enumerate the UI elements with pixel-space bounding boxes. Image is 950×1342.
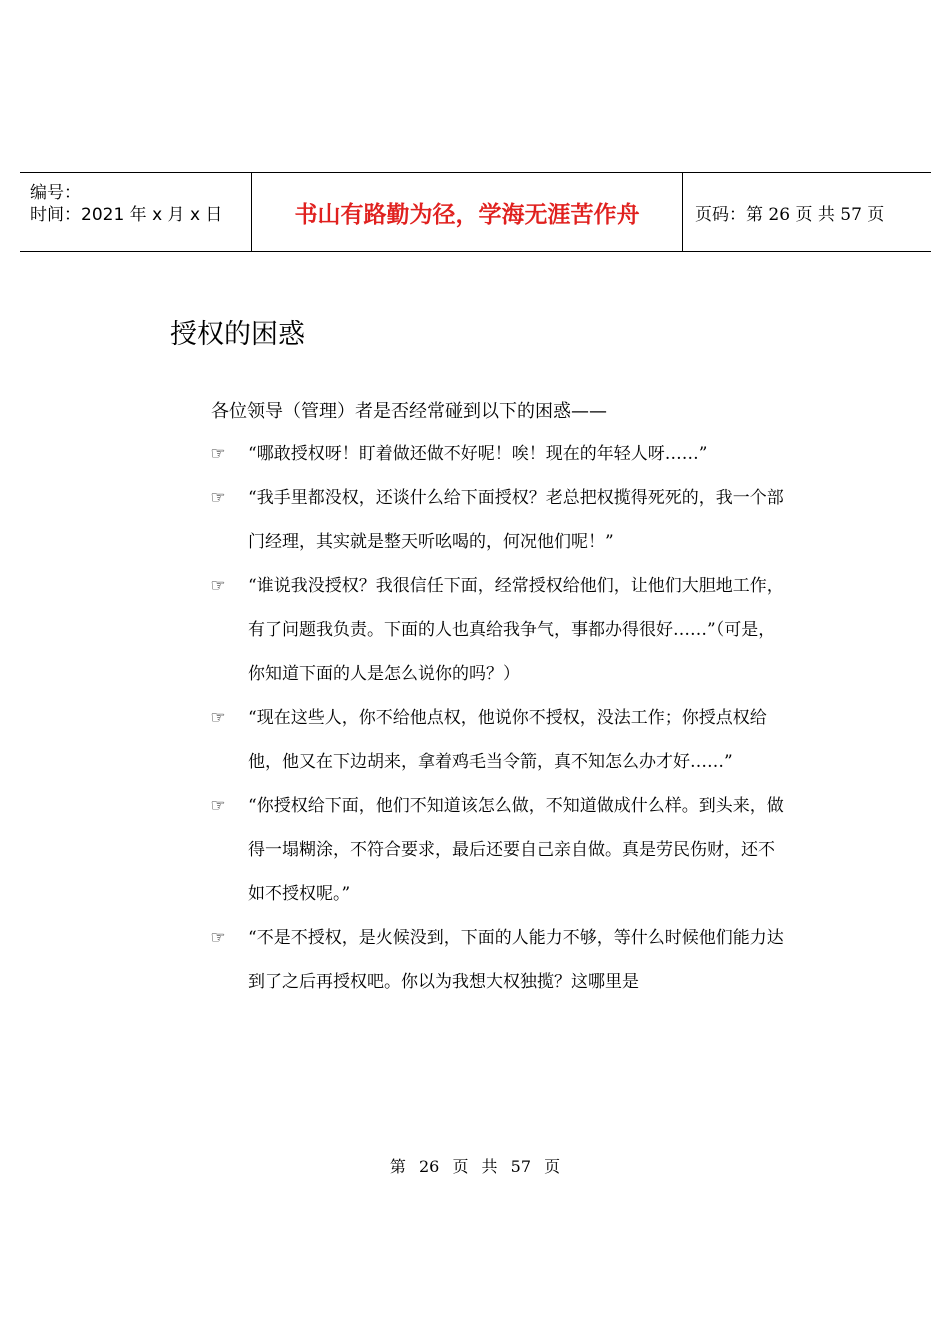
header-info-cell <box>20 173 252 251</box>
footer-gong: 共 <box>481 1157 498 1176</box>
footer-di: 第 <box>389 1157 406 1176</box>
footer-total-pages: 57 <box>510 1157 532 1176</box>
header-table <box>20 172 931 252</box>
footer-page-number: 26 <box>418 1157 440 1176</box>
page-title: 授权的困惑 <box>170 319 305 350</box>
list-item-text: “不是不授权，是火候没到，下面的人能力不够，等什么时候他们能力达到了之后再授权吧。你以为我想大权独揽？这哪里是 <box>248 928 784 992</box>
hand-pointing-icon: ☞ <box>210 488 226 508</box>
list-item-text: “你授权给下面，他们不知道该怎么做，不知道做成什么样。到头来，做得一塌糊涂，不符合要求，最后还要自己亲自做。真是劳民伤财，还不如不授权呢。” <box>248 796 784 904</box>
list-item <box>206 696 786 784</box>
page-label: 页码：第 26 页 共 57 页 <box>695 204 885 225</box>
footer-ye: 页 <box>452 1157 469 1176</box>
bullet-list <box>206 432 786 1004</box>
hand-pointing-icon: ☞ <box>210 796 226 816</box>
motto: 书山有路勤为径，学海无涯苦作舟 <box>252 173 683 251</box>
number-label: 编号： <box>30 183 81 203</box>
list-item-text: “哪敢授权呀！盯着做还做不好呢！唉！现在的年轻人呀……” <box>248 444 708 464</box>
list-item <box>206 564 786 696</box>
list-item-text: “现在这些人，你不给他点权，他说你不授权，没法工作；你授点权给他，他又在下边胡来，拿着鸡毛当令箭，真不知怎么办才好……” <box>248 708 767 772</box>
list-item-text: “谁说我没授权？我很信任下面，经常授权给他们，让他们大胆地工作，有了问题我负责。下面的人也真给我争气，事都办得很好……”（可是，你知道下面的人是怎么说你的吗？） <box>248 576 784 684</box>
list-item <box>206 432 786 476</box>
hand-pointing-icon: ☞ <box>210 576 226 596</box>
footer-ye-end: 页 <box>544 1157 561 1176</box>
list-item-text: “我手里都没权，还谈什么给下面授权？老总把权揽得死死的，我一个部门经理，其实就是整天听吆喝的，何况他们呢！” <box>248 488 784 552</box>
hand-pointing-icon: ☞ <box>210 444 226 464</box>
page-footer <box>0 1154 950 1177</box>
date-label: 时间：2021 年 x 月 x 日 <box>30 205 223 225</box>
list-item <box>206 916 786 1004</box>
hand-pointing-icon: ☞ <box>210 928 226 948</box>
hand-pointing-icon: ☞ <box>210 708 226 728</box>
section-subtitle: 各位领导（管理）者是否经常碰到以下的困惑—— <box>211 401 607 422</box>
list-item <box>206 784 786 916</box>
list-item <box>206 476 786 564</box>
